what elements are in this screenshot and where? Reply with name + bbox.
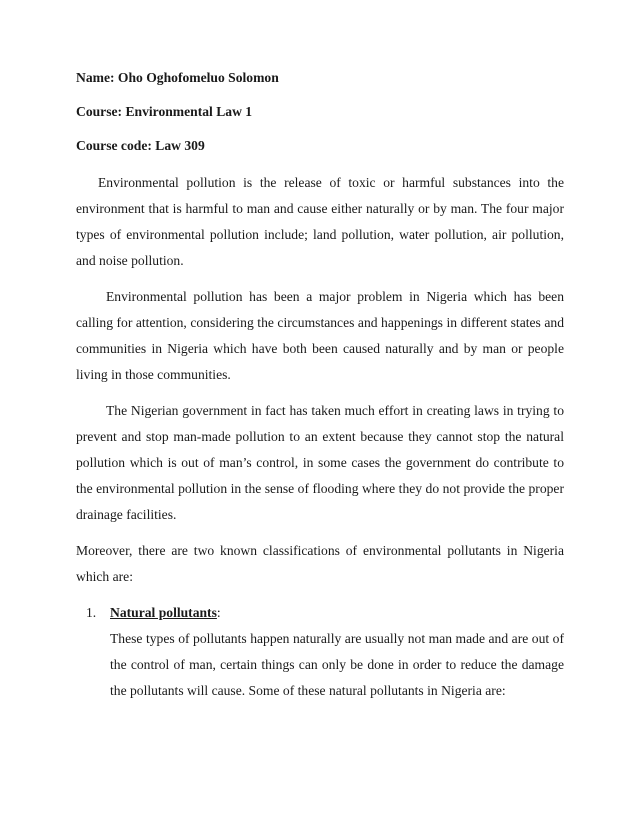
paragraph-nigeria-problem: Environmental pollution has been a major problem in Nigeria which has been calling for attention, considering the circumstances and happenings in different states and communities in Nigeria which have both been caused naturally and by man or people living in those communities.: [76, 289, 564, 382]
list-number: 1.: [86, 605, 97, 620]
list-item-title-suffix: :: [216, 605, 221, 620]
pollutant-list: [76, 600, 564, 704]
document-page: [76, 68, 564, 704]
author-name: Name: Oho Oghofomeluo Solomon: [76, 70, 279, 85]
list-item-title: Natural pollutants: [110, 605, 217, 620]
paragraph-government: The Nigerian government in fact has taken much effort in creating laws in trying to prevent and stop man-made pollution to an extent because they cannot stop the natural pollution which is out of man’s control, in some cases the government do contribute to the environmental pollution in the sense of flooding where they do not provide the proper drainage facilities.: [76, 403, 564, 522]
paragraph-intro: Environmental pollution is the release of toxic or harmful substances into the environment that is harmful to man and cause either naturally or by man. The four major types of environmental pollution include; land pollution, water pollution, air pollution, and noise pollution.: [76, 175, 564, 268]
list-item-body: These types of pollutants happen naturally are usually not man made and are out of the control of man, certain things can only be done in order to reduce the damage the pollutants will cause. Some of these natural pollutants in Nigeria are:: [110, 631, 564, 698]
paragraph-classifications: Moreover, there are two known classifications of environmental pollutants in Nigeria which are:: [76, 543, 564, 584]
course-name: Course: Environmental Law 1: [76, 104, 253, 119]
list-item: [76, 600, 564, 704]
course-code: Course code: Law 309: [76, 138, 205, 153]
